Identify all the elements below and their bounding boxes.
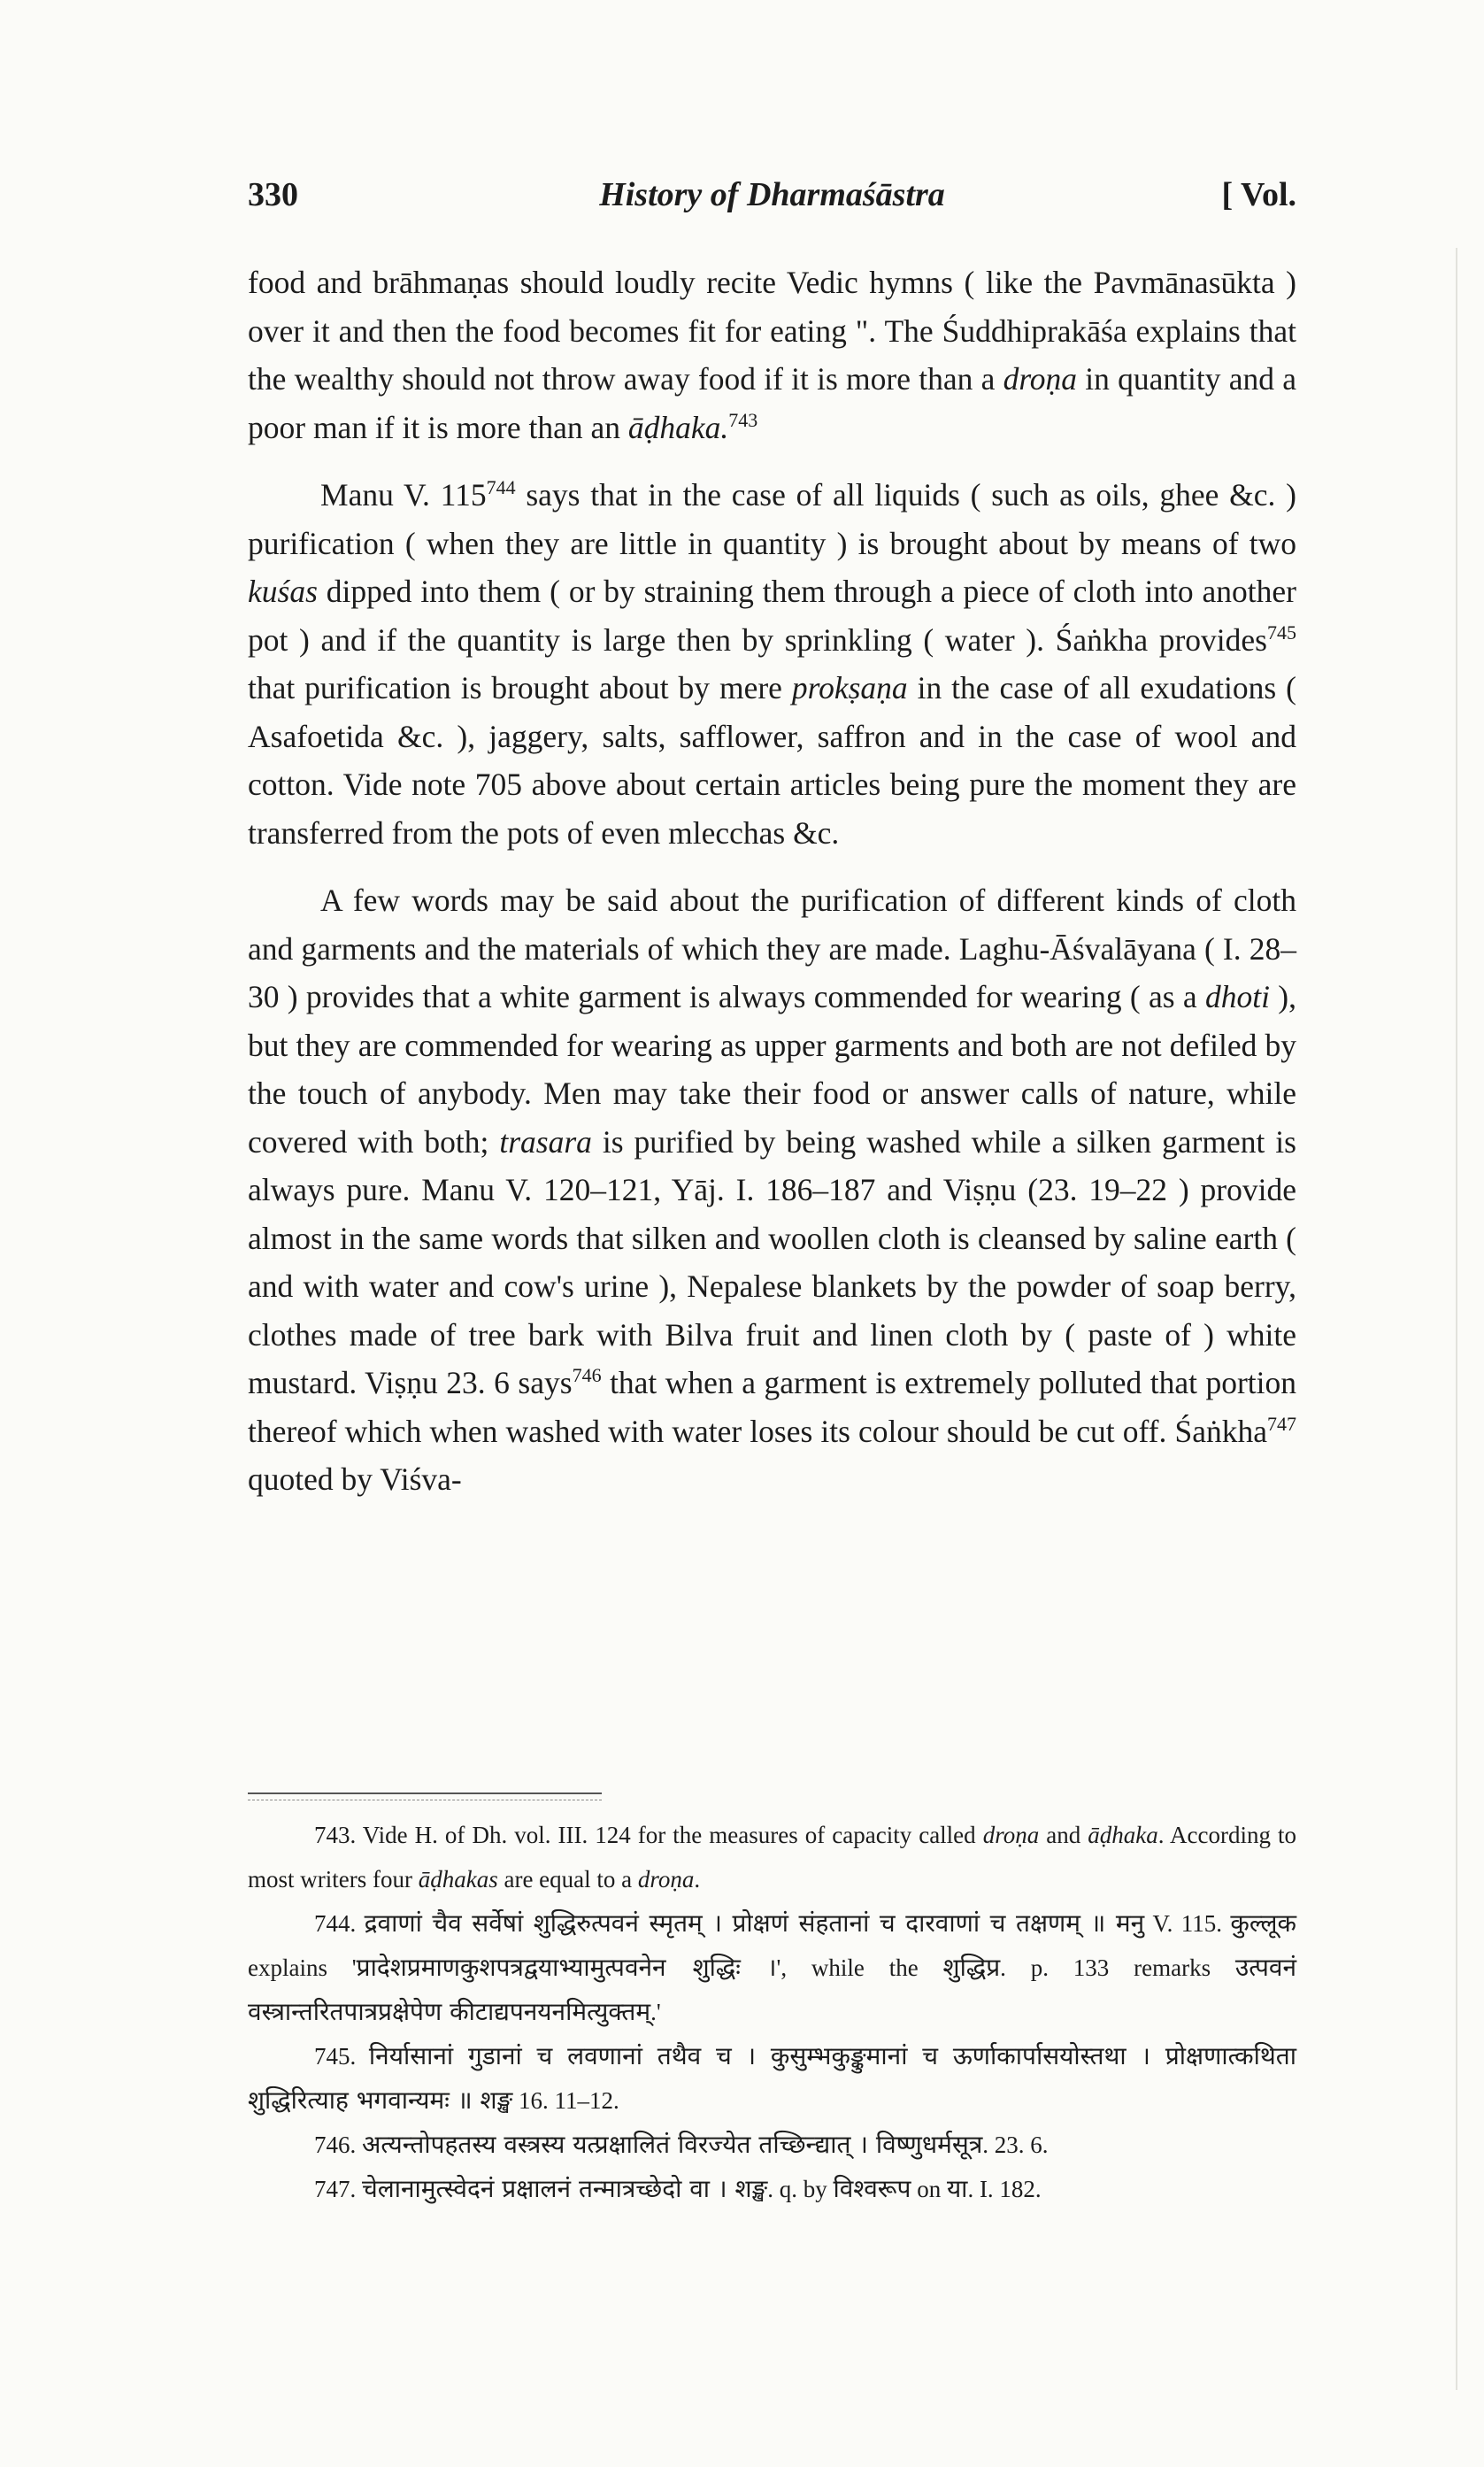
text-run: . q. by	[767, 2176, 834, 2202]
text-run: .'	[650, 1999, 661, 2025]
text-run: says that in the case of all liquids ( such as oils, ghee &c. ) purification ( when they are little in quantity ) is brought about by means of two	[248, 477, 1296, 561]
body-text	[248, 258, 1296, 1504]
footnote-ref: 747	[1267, 1412, 1296, 1435]
text-run: 745.	[314, 2043, 369, 2070]
italic-term: āḍhaka	[1088, 1822, 1158, 1848]
text-run: . According to most writers four	[248, 1822, 1296, 1893]
text-run: in quantity and a poor man if it is more than an	[248, 361, 1296, 445]
page-number: 330	[248, 176, 298, 213]
devanagari-text: विश्वरूप	[833, 2174, 911, 2203]
text-run: Manu V. 115	[320, 477, 487, 513]
devanagari-text: कुल्लूक	[1230, 1908, 1296, 1938]
text-run: and	[1039, 1822, 1088, 1848]
footnote-ref: 743	[728, 408, 758, 431]
devanagari-text: चेलानामुत्स्वेदनं प्रक्षालनं तन्मात्रच्छेदो वा । शङ्ख	[362, 2174, 768, 2203]
devanagari-text: उत्पवनं वस्त्रान्तरितपात्रप्रक्षेपेण कीटाद्यपनयनमित्युक्तम्	[248, 1953, 1296, 2026]
text-run: .	[694, 1866, 701, 1893]
italic-term: kuśas	[248, 574, 318, 609]
text-run: 743. Vide H. of Dh. vol. III. 124 for the measures of capacity called	[314, 1822, 983, 1848]
text-run: . p. 133 remarks	[1000, 1954, 1235, 1981]
text-run: 744.	[314, 1910, 365, 1937]
footnote-ref: 744	[486, 476, 516, 499]
text-run: . I. 182.	[967, 2176, 1042, 2202]
text-run: ), but they are commended for wearing as upper garments and both are not defiled by the touch of anybody. Men may take their food or answer calls of nature, while covered with both;	[248, 979, 1296, 1160]
text-run: dipped into them ( or by straining them through a piece of cloth into another pot ) and if the quantity is large then by sprinkling ( water ). Śaṅkha provides	[248, 574, 1296, 658]
text-run: that purification is brought about by mere	[248, 670, 792, 705]
text-run: is purified by being washed while a silken garment is always pure. Manu V. 120–121, Yāj. I. 186–187 and Viṣṇu (23. 19–22 ) provide almost in the same words that silken and woollen cloth is cleansed by saline earth ( and with water and cow's urine ), Nepalese blankets by the powder of soap berry, clothes made of tree bark with Bilva fruit and linen cloth by ( paste of ) white mustard. Viṣṇu 23. 6 says	[248, 1123, 1296, 1400]
footnote-ref: 746	[572, 1364, 602, 1387]
page-edge	[1456, 248, 1457, 2390]
devanagari-text: प्रादेशप्रमाणकुशपत्रद्वयाभ्यामुत्पवनेन शुद्धिः ।	[356, 1953, 777, 1982]
paragraph	[248, 258, 1296, 451]
footnote	[248, 1901, 1296, 2034]
running-title: History of Dharmaśāstra	[599, 176, 945, 213]
text-run: 16. 11–12.	[512, 2087, 619, 2114]
text-run: are equal to a	[497, 1866, 638, 1893]
footnote-rule	[248, 1792, 602, 1794]
italic-term: droṇa	[982, 1822, 1040, 1848]
italic-term: prokṣaṇa	[791, 670, 908, 705]
devanagari-text: अत्यन्तोपहतस्य वस्त्रस्य यत्प्रक्षालितं विरज्येत तच्छिन्द्यात् । विष्णुधर्मसूत्र	[362, 2130, 983, 2159]
devanagari-text: या	[946, 2174, 968, 2203]
footnote	[248, 2167, 1296, 2211]
italic-term: āḍhakas	[418, 1866, 498, 1893]
footnote-ref: 745	[1267, 621, 1296, 644]
volume-mark: [ Vol.	[1221, 176, 1296, 213]
text-run: food and brāhmaṇas should loudly recite Vedic hymns ( like the Pavmānasūkta ) over it and then the food becomes fit for eating ". The Śuddhiprakāśa explains that the wealthy should not throw away food if it is more than a	[248, 265, 1296, 397]
italic-term: dhoti	[1205, 979, 1270, 1014]
italic-term: droṇa	[1003, 361, 1078, 397]
text-run: V. 115.	[1144, 1910, 1231, 1937]
text-run: on	[911, 2176, 947, 2202]
text-run: 747.	[314, 2176, 362, 2202]
italic-term: droṇa	[637, 1866, 695, 1893]
page-header	[248, 175, 1296, 228]
text-run: ', while the	[776, 1954, 943, 1981]
text-run: A few words may be said about the purification of different kinds of cloth and garments and the materials of which they are made. Laghu-Āśvalāyana ( I. 28–30 ) provides that a white garment is always commended for wearing ( as a	[248, 883, 1296, 1014]
footnote	[248, 1813, 1296, 1901]
text-run: 746.	[314, 2132, 362, 2158]
text-run: in the case of all exudations ( Asafoetida &c. ), jaggery, salts, safflower, saffron and in the case of wool and cotton. Vide note 705 above about certain articles being pure the moment they are transferred from the pots of even mlecchas &c.	[248, 670, 1296, 851]
footnote	[248, 2123, 1296, 2167]
footnote	[248, 2034, 1296, 2123]
footnotes	[248, 1813, 1296, 2211]
text-run: that when a garment is extremely polluted that portion thereof which when washed with water loses its colour should be cut off. Śaṅkha	[248, 1365, 1296, 1449]
devanagari-text: द्रवाणां चैव सर्वेषां शुद्धिरुत्पवनं स्मृतम् । प्रोक्षणं संहतानां च दारवाणां च तक्षणम् ॥ मनु	[364, 1908, 1145, 1938]
italic-term: trasara	[499, 1123, 592, 1160]
text-run: quoted by Viśva-	[248, 1461, 462, 1497]
devanagari-text: शुद्धिप्र	[942, 1953, 1001, 1982]
paragraph	[248, 876, 1296, 1504]
text-run: explains '	[248, 1954, 357, 1981]
italic-term: āḍhaka.	[627, 409, 729, 445]
text-run: . 23. 6.	[982, 2132, 1049, 2158]
devanagari-text: निर्यासानां गुडानां च लवणानां तथैव च । कुसुम्भकुङ्कुमानां च ऊर्णाकार्पासयोस्तथा । प्रोक्षणात्कथिता शुद्धिरित्याह भगवान्यमः ॥ शङ्ख	[248, 2041, 1297, 2115]
paragraph	[248, 471, 1296, 857]
